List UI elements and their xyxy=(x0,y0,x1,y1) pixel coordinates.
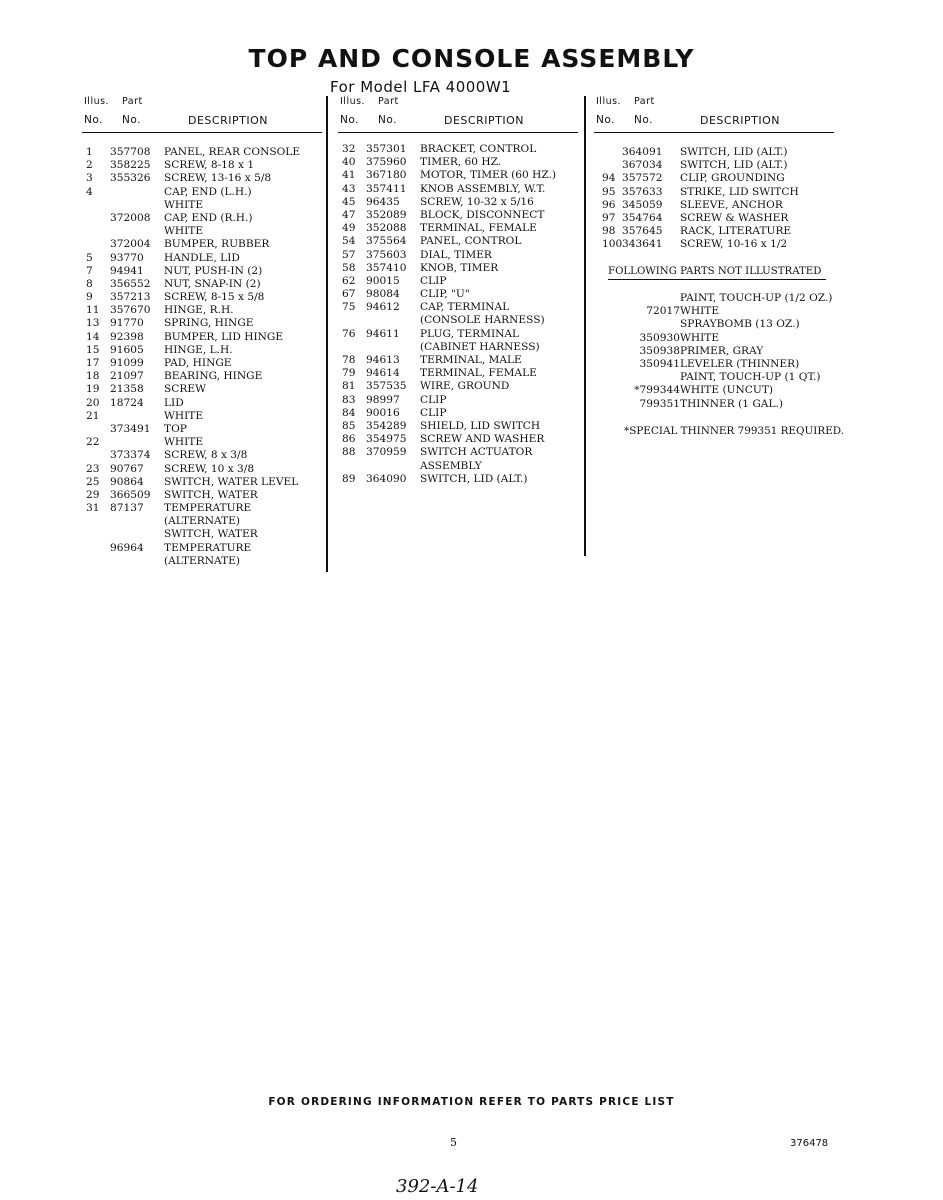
illus-number: 95 xyxy=(602,185,616,198)
part-number: *799344 xyxy=(634,384,680,397)
part-description: PLUG, TERMINAL xyxy=(420,327,520,340)
part-number: 21358 xyxy=(110,383,144,396)
part-row xyxy=(594,238,834,251)
part-row xyxy=(338,460,578,473)
part-description: LEVELER (THINNER) xyxy=(680,357,800,370)
part-description: SWITCH, WATER xyxy=(164,488,258,501)
illus-number: 21 xyxy=(86,409,100,422)
part-row xyxy=(338,156,578,169)
illus-number: 13 xyxy=(86,317,100,330)
part-number: 357410 xyxy=(366,261,407,274)
part-description: SWITCH, WATER xyxy=(164,528,258,541)
part-description: SCREW & WASHER xyxy=(680,211,789,224)
page-title: TOP AND CONSOLE ASSEMBLY xyxy=(248,44,695,73)
part-description: LID xyxy=(164,396,184,409)
part-row xyxy=(338,354,578,367)
part-number: 90767 xyxy=(110,462,144,475)
part-description: TEMPERATURE xyxy=(164,541,252,554)
part-description: KNOB ASSEMBLY, W.T. xyxy=(420,182,546,195)
part-row xyxy=(338,169,578,182)
part-description: SCREW, 10-16 x 1/2 xyxy=(680,238,788,251)
part-row xyxy=(338,235,578,248)
page-number: 5 xyxy=(450,1136,457,1149)
part-description: WIRE, GROUND xyxy=(420,380,510,393)
ordering-footer: FOR ORDERING INFORMATION REFER TO PARTS PRICE LIST xyxy=(268,1096,675,1108)
part-row xyxy=(338,262,578,275)
part-row xyxy=(82,502,322,515)
not-illustrated-heading: FOLLOWING PARTS NOT ILLUSTRATED xyxy=(608,266,826,280)
part-description: WHITE xyxy=(680,305,720,318)
part-row xyxy=(82,225,322,238)
part-row xyxy=(82,265,322,278)
part-description: BRACKET, CONTROL xyxy=(420,143,537,155)
part-row xyxy=(338,143,578,156)
illus-number: 3 xyxy=(86,172,93,185)
part-number: 350941 xyxy=(639,357,680,370)
part-row xyxy=(338,380,578,393)
illus-number: 67 xyxy=(342,288,356,301)
part-row xyxy=(594,332,844,345)
part-number: 94941 xyxy=(110,264,144,277)
part-description: SHIELD, LID SWITCH xyxy=(420,419,541,432)
part-description: BLOCK, DISCONNECT xyxy=(420,208,545,221)
part-row xyxy=(594,292,844,305)
part-row xyxy=(82,410,322,423)
part-number: 356552 xyxy=(110,277,151,290)
column-divider xyxy=(326,96,328,572)
part-description: KNOB, TIMER xyxy=(420,261,499,274)
part-row xyxy=(594,305,844,318)
illus-number: 45 xyxy=(342,195,356,208)
part-number: 357645 xyxy=(622,225,663,238)
part-number: 375564 xyxy=(366,235,407,248)
part-number: 364091 xyxy=(622,146,663,158)
part-row xyxy=(594,345,844,358)
illus-number: 58 xyxy=(342,261,356,274)
part-description: ASSEMBLY xyxy=(420,459,482,472)
part-description: BUMPER, LID HINGE xyxy=(164,330,284,343)
part-row xyxy=(82,172,322,185)
part-description: PAINT, TOUCH-UP (1 QT.) xyxy=(680,371,821,384)
part-description: CLIP xyxy=(420,406,447,419)
part-description: CLIP xyxy=(420,393,447,406)
illus-number: 76 xyxy=(342,327,356,340)
illus-number: 25 xyxy=(86,475,100,488)
part-row xyxy=(338,328,578,341)
part-row xyxy=(338,420,578,433)
part-number: 357670 xyxy=(110,304,151,317)
part-number: 98997 xyxy=(366,393,400,406)
part-row xyxy=(338,314,578,327)
part-number: 94611 xyxy=(366,327,400,340)
part-description: SCREW, 10 x 3/8 xyxy=(164,462,255,475)
part-number: 357572 xyxy=(622,172,663,185)
part-row xyxy=(82,331,322,344)
part-row xyxy=(82,370,322,383)
part-description: WHITE xyxy=(164,225,204,238)
part-description: SCREW, 8 x 3/8 xyxy=(164,449,248,462)
part-description: SWITCH, LID (ALT.) xyxy=(420,472,528,485)
part-row xyxy=(82,489,322,502)
part-number: 94612 xyxy=(366,301,400,314)
illus-number: 18 xyxy=(86,370,100,383)
part-row xyxy=(594,186,834,199)
not-illustrated-rows xyxy=(594,292,844,411)
part-number: 98084 xyxy=(366,288,400,301)
column-header xyxy=(82,96,322,133)
part-row xyxy=(338,473,578,486)
header-illus: Illus. xyxy=(596,96,622,107)
part-row xyxy=(338,222,578,235)
part-row xyxy=(82,252,322,265)
part-number: 21097 xyxy=(110,370,144,383)
illus-number: 79 xyxy=(342,367,356,380)
illus-number: 94 xyxy=(602,172,616,185)
column-divider xyxy=(584,96,586,556)
part-description: CLIP, GROUNDING xyxy=(680,172,785,185)
part-row xyxy=(82,476,322,489)
part-description: TEMPERATURE xyxy=(164,502,252,515)
illus-number: 20 xyxy=(86,396,100,409)
part-description: SLEEVE, ANCHOR xyxy=(680,198,783,211)
part-description: SCREW AND WASHER xyxy=(420,433,545,446)
part-description: BEARING, HINGE xyxy=(164,370,263,383)
part-description: SCREW, 10-32 x 5/16 xyxy=(420,195,534,208)
illus-number: 84 xyxy=(342,406,356,419)
illus-number: 96 xyxy=(602,198,616,211)
part-description: SCREW, 8-15 x 5/8 xyxy=(164,291,265,304)
part-row xyxy=(82,449,322,462)
part-row xyxy=(338,407,578,420)
part-description: PAINT, TOUCH-UP (1/2 OZ.) xyxy=(680,292,833,304)
illus-number: 81 xyxy=(342,380,356,393)
part-number: 91099 xyxy=(110,357,144,369)
illus-number: 86 xyxy=(342,433,356,446)
illus-number: 29 xyxy=(86,488,100,501)
part-row xyxy=(82,317,322,330)
part-number: 90016 xyxy=(366,406,400,419)
part-row xyxy=(82,436,322,449)
part-row xyxy=(82,186,322,199)
header-illus: Illus. xyxy=(340,96,366,107)
illus-number: 57 xyxy=(342,248,356,261)
part-number: 357708 xyxy=(110,146,151,158)
part-description: CLIP xyxy=(420,274,447,287)
part-description: HANDLE, LID xyxy=(164,251,240,264)
part-description: SCREW, 8-18 x 1 xyxy=(164,159,255,172)
parts-rows xyxy=(338,143,578,486)
illus-number: 11 xyxy=(86,304,100,317)
illus-number: 31 xyxy=(86,502,100,515)
illus-number: 2 xyxy=(86,159,93,172)
illus-number: 47 xyxy=(342,208,356,221)
part-row xyxy=(82,344,322,357)
part-description: SCREW xyxy=(164,383,206,396)
parts-column-3 xyxy=(594,96,834,252)
part-description: SWITCH, WATER LEVEL xyxy=(164,475,299,488)
part-row xyxy=(338,433,578,446)
part-number: 357301 xyxy=(366,143,407,155)
illus-number: 5 xyxy=(86,251,93,264)
part-number: 345059 xyxy=(622,198,663,211)
part-description: (CABINET HARNESS) xyxy=(420,340,540,353)
part-number: 354764 xyxy=(622,211,663,224)
part-number: 96964 xyxy=(110,541,144,554)
illus-number: 83 xyxy=(342,393,356,406)
part-row xyxy=(82,542,322,555)
part-description: TIMER, 60 HZ. xyxy=(420,156,502,169)
part-number: 93770 xyxy=(110,251,144,264)
part-description: HINGE, L.H. xyxy=(164,343,233,356)
part-description: WHITE xyxy=(164,409,204,422)
illus-number: 8 xyxy=(86,277,93,290)
part-description: THINNER (1 GAL.) xyxy=(680,397,783,410)
part-number: 373374 xyxy=(110,449,151,462)
illus-number: 22 xyxy=(86,436,100,449)
part-row xyxy=(338,183,578,196)
part-number: 357411 xyxy=(366,182,407,195)
part-row xyxy=(594,199,834,212)
handwritten-note: 392-A-14 xyxy=(396,1176,479,1197)
part-description: CAP, END (L.H.) xyxy=(164,185,252,198)
part-description: (ALTERNATE) xyxy=(164,554,241,567)
part-description: HINGE, R.H. xyxy=(164,304,234,317)
part-number: 350938 xyxy=(639,344,680,357)
part-description: SCREW, 13-16 x 5/8 xyxy=(164,172,272,185)
part-row xyxy=(594,384,844,397)
illus-number: 32 xyxy=(342,143,356,155)
header-illus-no: No. xyxy=(596,114,615,126)
part-description: (ALTERNATE) xyxy=(164,515,241,528)
part-row xyxy=(338,249,578,262)
illus-number: 54 xyxy=(342,235,356,248)
part-row xyxy=(82,159,322,172)
part-description: RACK, LITERATURE xyxy=(680,225,792,238)
header-illus-no: No. xyxy=(84,114,103,126)
part-row xyxy=(338,367,578,380)
part-row xyxy=(338,288,578,301)
part-description: WHITE xyxy=(164,436,204,449)
header-part-no: No. xyxy=(378,114,397,126)
part-number: 91770 xyxy=(110,317,144,330)
part-number: 375960 xyxy=(366,156,407,169)
part-row xyxy=(338,446,578,459)
illus-number: 9 xyxy=(86,291,93,304)
parts-column-1 xyxy=(82,96,322,568)
part-number: 354975 xyxy=(366,433,407,446)
part-row xyxy=(82,238,322,251)
part-row xyxy=(82,555,322,568)
header-illus-no: No. xyxy=(340,114,359,126)
illus-number: 19 xyxy=(86,383,100,396)
part-description: CAP, END (R.H.) xyxy=(164,211,253,224)
part-number: 358225 xyxy=(110,159,151,172)
part-number: 91605 xyxy=(110,343,144,356)
part-number: 366509 xyxy=(110,488,151,501)
header-part-no: No. xyxy=(122,114,141,126)
part-row xyxy=(82,383,322,396)
part-description: SPRING, HINGE xyxy=(164,317,254,330)
part-description: WHITE xyxy=(164,198,204,211)
part-description: TERMINAL, FEMALE xyxy=(420,222,537,235)
part-number: 364090 xyxy=(366,472,407,485)
part-number: 372008 xyxy=(110,211,151,224)
illus-number: 41 xyxy=(342,169,356,182)
illus-number: 78 xyxy=(342,354,356,366)
part-description: MOTOR, TIMER (60 HZ.) xyxy=(420,169,557,182)
illus-number: 62 xyxy=(342,274,356,287)
illus-number: 40 xyxy=(342,156,356,169)
illus-number: 88 xyxy=(342,446,356,459)
part-description: SPRAYBOMB (13 OZ.) xyxy=(680,318,800,331)
part-row xyxy=(338,209,578,222)
part-row xyxy=(338,341,578,354)
part-number: 367180 xyxy=(366,169,407,182)
part-number: 799351 xyxy=(639,397,680,410)
part-row xyxy=(594,212,834,225)
part-row xyxy=(82,515,322,528)
part-row xyxy=(82,304,322,317)
illus-number: 75 xyxy=(342,301,356,314)
header-description: DESCRIPTION xyxy=(700,114,780,127)
parts-rows xyxy=(594,146,834,252)
part-description: PANEL, CONTROL xyxy=(420,235,522,248)
header-part-no: No. xyxy=(634,114,653,126)
header-description: DESCRIPTION xyxy=(444,114,524,127)
illus-number: 17 xyxy=(86,357,100,369)
illus-number: 89 xyxy=(342,472,356,485)
part-number: 367034 xyxy=(622,159,663,172)
part-row xyxy=(82,357,322,370)
part-number: 352089 xyxy=(366,208,407,221)
part-row xyxy=(82,397,322,410)
part-row xyxy=(594,398,844,411)
part-number: 354289 xyxy=(366,419,407,432)
part-description: (CONSOLE HARNESS) xyxy=(420,314,545,327)
part-row xyxy=(82,423,322,436)
part-row xyxy=(594,159,834,172)
part-description: NUT, SNAP-IN (2) xyxy=(164,277,261,290)
column-header xyxy=(594,96,834,133)
header-illus: Illus. xyxy=(84,96,110,107)
part-row xyxy=(82,212,322,225)
part-number: 90864 xyxy=(110,475,144,488)
illus-number: 97 xyxy=(602,211,616,224)
part-number: 94614 xyxy=(366,367,400,380)
illus-number: 7 xyxy=(86,264,93,277)
part-number: 72017 xyxy=(646,305,680,318)
part-row xyxy=(82,278,322,291)
special-note: *SPECIAL THINNER 799351 REQUIRED. xyxy=(624,425,845,437)
part-number: 373491 xyxy=(110,422,151,435)
model-subtitle: For Model LFA 4000W1 xyxy=(330,78,512,96)
part-number: 18724 xyxy=(110,396,144,409)
illus-number: 98 xyxy=(602,225,616,238)
parts-rows xyxy=(82,146,322,568)
parts-column-2 xyxy=(338,96,578,486)
part-row xyxy=(338,394,578,407)
part-description: WHITE (UNCUT) xyxy=(680,384,774,397)
part-row xyxy=(338,275,578,288)
part-row xyxy=(338,301,578,314)
illus-number: 4 xyxy=(86,185,93,198)
part-number: 357633 xyxy=(622,185,663,198)
part-description: STRIKE, LID SWITCH xyxy=(680,185,799,198)
part-number: 350930 xyxy=(639,331,680,344)
part-number: 87137 xyxy=(110,502,144,515)
illus-number: 15 xyxy=(86,343,100,356)
part-number: 357213 xyxy=(110,291,151,304)
part-row xyxy=(338,196,578,209)
part-row xyxy=(594,318,844,331)
part-description: DIAL, TIMER xyxy=(420,248,492,261)
header-part: Part xyxy=(378,96,399,107)
part-number: 92398 xyxy=(110,330,144,343)
part-number: 372004 xyxy=(110,238,151,251)
part-description: PAD, HINGE xyxy=(164,357,232,369)
header-description: DESCRIPTION xyxy=(188,114,268,127)
illus-number: 49 xyxy=(342,222,356,235)
part-description: WHITE xyxy=(680,331,720,344)
part-number: 90015 xyxy=(366,274,400,287)
part-row xyxy=(82,146,322,159)
illus-number: 1 xyxy=(86,146,93,158)
part-row xyxy=(594,371,844,384)
part-number: 355326 xyxy=(110,172,151,185)
part-number: 352088 xyxy=(366,222,407,235)
part-description: TOP xyxy=(164,422,187,435)
part-number: 375603 xyxy=(366,248,407,261)
illus-number: 43 xyxy=(342,182,356,195)
illus-number: 23 xyxy=(86,462,100,475)
part-number: 370959 xyxy=(366,446,407,459)
header-part: Part xyxy=(122,96,143,107)
part-number: 94613 xyxy=(366,354,400,366)
part-row xyxy=(594,146,834,159)
column-header xyxy=(338,96,578,133)
part-description: CAP, TERMINAL xyxy=(420,301,510,314)
part-description: BUMPER, RUBBER xyxy=(164,238,270,251)
part-description: PRIMER, GRAY xyxy=(680,344,764,357)
part-row xyxy=(594,225,834,238)
part-number: 96435 xyxy=(366,195,400,208)
part-description: TERMINAL, FEMALE xyxy=(420,367,537,380)
illus-number: 100 xyxy=(602,238,623,251)
part-row xyxy=(82,463,322,476)
part-number: 343641 xyxy=(622,238,663,251)
header-part: Part xyxy=(634,96,655,107)
part-row xyxy=(594,358,844,371)
part-description: TERMINAL, MALE xyxy=(420,354,522,366)
part-description: SWITCH ACTUATOR xyxy=(420,446,533,459)
part-description: CLIP, "U" xyxy=(420,288,470,301)
part-number: 357535 xyxy=(366,380,407,393)
part-description: SWITCH, LID (ALT.) xyxy=(680,146,788,158)
document-number: 376478 xyxy=(790,1138,829,1149)
part-description: PANEL, REAR CONSOLE xyxy=(164,146,301,158)
part-row xyxy=(82,528,322,541)
part-row xyxy=(82,291,322,304)
part-row xyxy=(594,172,834,185)
illus-number: 85 xyxy=(342,419,356,432)
part-description: SWITCH, LID (ALT.) xyxy=(680,159,788,172)
part-row xyxy=(82,199,322,212)
illus-number: 14 xyxy=(86,330,100,343)
part-description: NUT, PUSH-IN (2) xyxy=(164,264,263,277)
